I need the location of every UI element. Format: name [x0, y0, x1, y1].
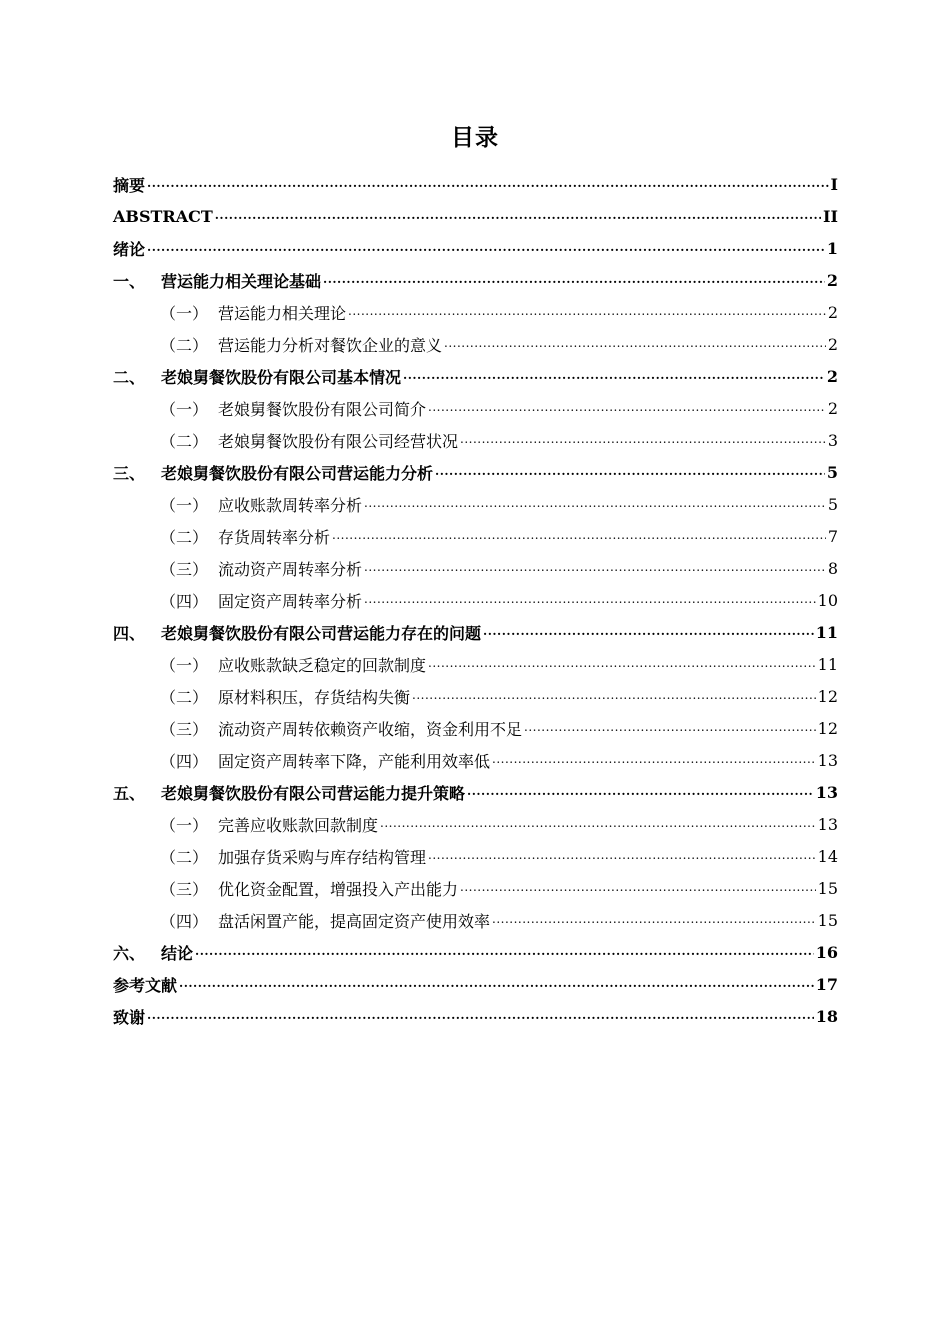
toc-leader-dots: [147, 1008, 814, 1024]
toc-entry[interactable]: [113, 936, 838, 968]
toc-entry[interactable]: [113, 872, 838, 904]
toc-entry[interactable]: [113, 488, 838, 520]
toc-leader-dots: [364, 560, 826, 576]
toc-entry-page: 2: [826, 270, 838, 290]
toc-entry-number: （一）: [160, 655, 209, 675]
toc-entry-number: （二）: [160, 527, 209, 547]
toc-entry[interactable]: [113, 744, 838, 776]
toc-leader-dots: [467, 784, 814, 800]
toc-entry-page: 11: [817, 654, 838, 674]
toc-entry-number: （二）: [160, 687, 209, 707]
toc-leader-dots: [492, 752, 816, 768]
toc-leader-dots: [492, 912, 816, 928]
toc-entry-title: 营运能力分析对餐饮企业的意义: [218, 335, 443, 355]
toc-entry-page: I: [830, 174, 838, 194]
toc-entry-number: （四）: [160, 911, 209, 931]
toc-entry-number: （三）: [160, 719, 209, 739]
toc-leader-dots: [435, 464, 825, 480]
toc-leader-dots: [483, 624, 814, 640]
toc-leader-dots: [364, 592, 816, 608]
toc-entry-number: （二）: [160, 847, 209, 867]
toc-entry-title: 固定资产周转率分析: [218, 591, 363, 611]
toc-entry-page: 15: [817, 878, 838, 898]
toc-leader-dots: [428, 848, 816, 864]
toc-entry-page: 14: [817, 846, 838, 866]
toc-entry-title: 营运能力相关理论基础: [161, 271, 322, 291]
toc-entry-title: 流动资产周转率分析: [218, 559, 363, 579]
toc-entry[interactable]: [113, 456, 838, 488]
toc-entry-title: 参考文献: [113, 975, 178, 995]
toc-entry-title: 应收账款缺乏稳定的回款制度: [218, 655, 427, 675]
toc-entry-title: 营运能力相关理论: [218, 303, 347, 323]
toc-entry[interactable]: [113, 648, 838, 680]
toc-entry-page: 1: [826, 238, 838, 258]
toc-entry-title: 致谢: [113, 1007, 146, 1027]
toc-leader-dots: [524, 720, 816, 736]
toc-entry[interactable]: [113, 904, 838, 936]
toc-entry-page: 17: [815, 974, 838, 994]
toc-entry[interactable]: [113, 520, 838, 552]
toc-entry-title: 盘活闲置产能，提高固定资产使用效率: [218, 911, 491, 931]
toc-entry[interactable]: [113, 616, 838, 648]
toc-entry-page: 3: [827, 430, 838, 450]
toc-leader-dots: [380, 816, 816, 832]
toc-entry-page: 2: [827, 302, 838, 322]
toc-leader-dots: [428, 400, 826, 416]
toc-leader-dots: [332, 528, 826, 544]
toc-entry[interactable]: [113, 360, 838, 392]
toc-entry-title: 老娘舅餐饮股份有限公司经营状况: [218, 431, 459, 451]
toc-entry-title: 流动资产周转依赖资产收缩，资金利用不足: [218, 719, 523, 739]
toc-entry-page: 10: [817, 590, 838, 610]
toc-entry-number: 一、: [113, 271, 146, 291]
toc-entry[interactable]: [113, 328, 838, 360]
toc-entry-title: 完善应收账款回款制度: [218, 815, 379, 835]
toc-entry-number: 六、: [113, 943, 146, 963]
toc-leader-dots: [195, 944, 814, 960]
toc-entry-number: 四、: [113, 623, 146, 643]
toc-entry-number: （一）: [160, 815, 209, 835]
toc-entry-page: 11: [815, 622, 838, 642]
toc-entry-title: 结论: [161, 943, 194, 963]
toc-leader-dots: [403, 368, 825, 384]
toc-entry-number: （二）: [160, 335, 209, 355]
toc-entry-title: ABSTRACT: [113, 206, 213, 226]
toc-entry-title: 加强存货采购与库存结构管理: [218, 847, 427, 867]
toc-entry[interactable]: [113, 232, 838, 264]
toc-entry[interactable]: [113, 264, 838, 296]
toc-entry-page: 15: [817, 910, 838, 930]
toc-entry-title: 优化资金配置，增强投入产出能力: [218, 879, 459, 899]
toc-leader-dots: [428, 656, 816, 672]
toc-leader-dots: [460, 880, 816, 896]
toc-entry-title: 老娘舅餐饮股份有限公司营运能力提升策略: [161, 783, 466, 803]
toc-entry-page: 12: [817, 718, 838, 738]
toc-leader-dots: [460, 432, 826, 448]
toc-leader-dots: [179, 976, 814, 992]
toc-entry-number: （一）: [160, 303, 209, 323]
toc-leader-dots: [147, 240, 825, 256]
toc-entry-title: 老娘舅餐饮股份有限公司基本情况: [161, 367, 402, 387]
toc-entry[interactable]: [113, 712, 838, 744]
toc-entry-page: 8: [827, 558, 838, 578]
toc-entry[interactable]: [113, 968, 838, 1000]
toc-entry-number: （一）: [160, 399, 209, 419]
toc-entry-page: 2: [827, 398, 838, 418]
toc-entry[interactable]: [113, 584, 838, 616]
toc-entry[interactable]: [113, 424, 838, 456]
toc-entry-title: 绪论: [113, 239, 146, 259]
toc-entry-page: 5: [826, 462, 838, 482]
toc-entry-page: 13: [817, 750, 838, 770]
toc-entry-number: （四）: [160, 751, 209, 771]
toc-leader-dots: [147, 176, 829, 192]
toc-entry-number: （四）: [160, 591, 209, 611]
page-title: 目录: [451, 124, 499, 151]
toc-entry-title: 老娘舅餐饮股份有限公司营运能力分析: [161, 463, 434, 483]
toc-entry-number: （二）: [160, 431, 209, 451]
toc-entry-title: 存货周转率分析: [218, 527, 331, 547]
toc-entry-page: II: [823, 206, 838, 226]
toc-entry-title: 摘要: [113, 175, 146, 195]
toc-leader-dots: [215, 208, 821, 224]
toc-entry-title: 应收账款周转率分析: [218, 495, 363, 515]
toc-entry-page: 2: [826, 366, 838, 386]
toc-entry-number: （三）: [160, 559, 209, 579]
toc-entry-number: 三、: [113, 463, 146, 483]
toc-entry-number: （三）: [160, 879, 209, 899]
toc-entry[interactable]: [113, 168, 838, 200]
toc-entry[interactable]: [113, 840, 838, 872]
table-of-contents: [113, 168, 838, 1032]
toc-leader-dots: [444, 336, 826, 352]
toc-entry-page: 13: [815, 782, 838, 802]
toc-leader-dots: [412, 688, 816, 704]
toc-entry[interactable]: [113, 808, 838, 840]
toc-entry-title: 原材料积压，存货结构失衡: [218, 687, 411, 707]
toc-entry-page: 7: [827, 526, 838, 546]
toc-entry[interactable]: [113, 296, 838, 328]
toc-entry[interactable]: [113, 1000, 838, 1032]
toc-entry-title: 固定资产周转率下降，产能利用效率低: [218, 751, 491, 771]
toc-leader-dots: [323, 272, 825, 288]
toc-entry-title: 老娘舅餐饮股份有限公司简介: [218, 399, 427, 419]
toc-entry-number: 二、: [113, 367, 146, 387]
toc-entry[interactable]: [113, 680, 838, 712]
toc-entry-page: 18: [815, 1006, 838, 1026]
toc-leader-dots: [348, 304, 826, 320]
toc-entry-number: 五、: [113, 783, 146, 803]
toc-entry[interactable]: [113, 200, 838, 232]
toc-entry[interactable]: [113, 552, 838, 584]
toc-entry-number: （一）: [160, 495, 209, 515]
toc-entry-page: 12: [817, 686, 838, 706]
toc-entry-page: 13: [817, 814, 838, 834]
toc-entry-page: 2: [827, 334, 838, 354]
toc-leader-dots: [364, 496, 826, 512]
toc-entry-title: 老娘舅餐饮股份有限公司营运能力存在的问题: [161, 623, 482, 643]
toc-entry[interactable]: [113, 392, 838, 424]
toc-entry-page: 5: [827, 494, 838, 514]
toc-entry[interactable]: [113, 776, 838, 808]
toc-entry-page: 16: [815, 942, 838, 962]
